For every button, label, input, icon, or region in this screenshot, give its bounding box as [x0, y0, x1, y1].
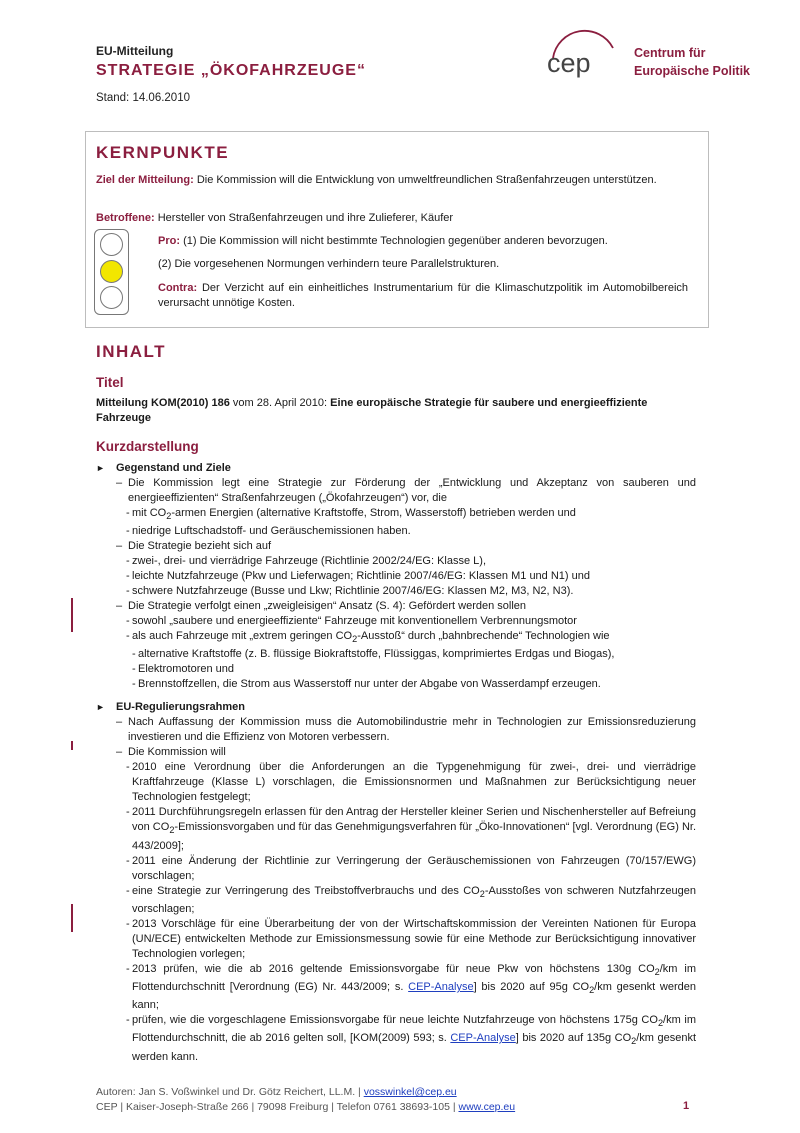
- goal-label: Ziel der Mitteilung:: [96, 174, 194, 186]
- list-item: - sowohl „saubere und energieeffiziente“ Fahrzeuge mit konventionellem Verbrennungsmotor: [126, 615, 577, 628]
- title-text: [96, 396, 696, 426]
- content-heading: INHALT: [96, 342, 167, 361]
- contra-label: Contra:: [158, 282, 198, 294]
- list-item: - 2013 prüfen, wie die ab 2016 geltende Emissionsvorgabe für neue Pkw von höchstens 130g $CO_2/km$ im Flottendurchschnitt [Verordnung (EG) Nr. 443/2009; s. CEP-Analyse] bis 2020 auf 95g $CO_2/km$ gesenkt werden kann;: [126, 962, 696, 1012]
- website-link[interactable]: www.cep.eu: [458, 1101, 516, 1113]
- triangle-bullet-icon: ►: [96, 702, 105, 713]
- cep-analysis-link[interactable]: CEP-Analyse: [408, 980, 474, 993]
- list-item: - mit $CO_2$-armen Energien (alternative Kraftstoffe, Strom, Wasserstoff) betrieben werden und: [126, 507, 576, 522]
- key-points-affected: [96, 211, 696, 226]
- pro-item-2: (2) Die vorgesehenen Normungen verhindern teure Parallelstrukturen.: [158, 258, 500, 270]
- list-item: - prüfen, wie die vorgeschlagene Emissionsvorgabe für neue leichte Nutzfahrzeuge von höchstens 175g $CO_2/km$ im Flottendurchschnitt, die ab 2016 gelten soll, [KOM(2009) 593; s. CEP-Analyse] bis 2020 auf 135g $CO_2/km$ gesenkt werden kann.: [126, 1014, 697, 1063]
- pro-label: Pro:: [158, 235, 180, 247]
- document-title: STRATEGIE „ÖKOFAHRZEUGE“: [96, 62, 366, 79]
- goal-text: Die Kommission will die Entwicklung von umweltfreundlichen Straßenfahrzeugen unterstützen.: [196, 174, 657, 186]
- footer-authors: Autoren: Jan S. Voßwinkel und Dr. Götz Reichert, LL.M. | vosswinkel@cep.eu: [96, 1086, 457, 1098]
- bullet-heading-text: EU-Regulierungsrahmen: [116, 701, 245, 714]
- author-email-link[interactable]: vosswinkel@cep.eu: [363, 1086, 457, 1098]
- list-item: – Die Kommission will: [116, 746, 226, 759]
- list-item: - Elektromotoren und: [132, 663, 234, 676]
- pro-item-1: [158, 234, 698, 249]
- list-item: - eine Strategie zur Verringerung des Treibstoffverbrauchs und des $CO_2$-Ausstoßes von schweren Nutzfahrzeugen vorschlagen;: [126, 884, 696, 915]
- contra-text: Der Verzicht auf ein einheitliches Instrumentarium für die Klimaschutzpolitik im Automobilbereich verursacht unnötige Kosten.: [158, 282, 689, 309]
- title-bold-ref: Mitteilung KOM(2010) 186: [96, 397, 230, 409]
- cep-logo: [543, 28, 621, 88]
- affected-text: Hersteller von Straßenfahrzeugen und ihre Zulieferer, Käufer: [157, 212, 454, 224]
- list-item: – Nach Auffassung der Kommission muss die Automobilindustrie mehr in Technologien zur Emissionsreduzierung investieren und die Effizienz von Motoren verbessern.: [116, 716, 696, 744]
- list-item: - niedrige Luftschadstoff- und Geräuschemissionen haben.: [126, 525, 411, 538]
- margin-marker: [71, 904, 73, 932]
- list-item: - 2011 eine Änderung der Richtlinie zur Verringerung der Geräuschemissionen von Fahrzeugen (70/157/EWG) vorschlagen;: [126, 854, 696, 882]
- list-item: - schwere Nutzfahrzeuge (Busse und Lkw; Richtlinie 2007/46/EG: Klassen M2, M3, N2, N3).: [126, 585, 574, 598]
- triangle-bullet-icon: ►: [96, 463, 105, 473]
- cep-analysis-link[interactable]: CEP-Analyse: [450, 1032, 516, 1045]
- document-date: Stand: 14.06.2010: [96, 92, 190, 104]
- traffic-light-red: [100, 233, 123, 256]
- list-item: - Brennstoffzellen, die Strom aus Wasserstoff nur unter der Abgabe von Wasserdampf erzeugen.: [132, 678, 601, 691]
- affected-label: Betroffene:: [96, 212, 155, 224]
- traffic-light-yellow: [100, 260, 123, 283]
- footer-address: CEP | Kaiser-Joseph-Straße 266 | 79098 Freiburg | Telefon 0761 38693-105 | www.cep.eu: [96, 1101, 516, 1113]
- pro-text-1: (1) Die Kommission will nicht bestimmte Technologien gegenüber anderen bevorzugen.: [183, 235, 608, 247]
- margin-marker: [71, 598, 73, 632]
- bullet-heading: [96, 700, 696, 715]
- traffic-light-icon: [94, 229, 129, 315]
- margin-marker: [71, 741, 73, 750]
- list-item: – Die Strategie verfolgt einen „zweigleisigen“ Ansatz (S. 4): Gefördert werden sollen: [116, 600, 527, 613]
- list-item: - zwei-, drei- und vierrädrige Fahrzeuge (Richtlinie 2002/24/EG: Klasse L),: [126, 555, 486, 568]
- key-points-heading: KERNPUNKTE: [96, 143, 230, 162]
- title-date: vom 28. April 2010:: [229, 397, 331, 409]
- list-item: - alternative Kraftstoffe (z. B. flüssige Biokraftstoffe, Flüssiggas, komprimiertes Erdgas und Biogas),: [132, 648, 615, 661]
- org-name-line1: Centrum für: [634, 46, 706, 60]
- cep-logo-text: cep: [547, 48, 591, 78]
- contra-item: [158, 281, 688, 311]
- list-item: - 2013 Vorschläge für eine Überarbeitung der von der Wirtschaftskommission der Vereinten Nationen für Europa (UN/ECE) entwickelten Methode zur Emissionsmessung sowie für eine Methode zur Berücksichtigung innovativer Technologien vorlegen;: [126, 917, 696, 960]
- page-number: 1: [683, 1100, 690, 1112]
- title-bold-name: Eine europäische Strategie für saubere und energieeffiziente Fahrzeuge: [96, 397, 648, 424]
- bullet-heading-text: Gegenstand und Ziele: [116, 462, 231, 474]
- bullet-heading: [96, 461, 696, 476]
- title-subheading: Titel: [96, 375, 124, 390]
- org-name-line2: Europäische Politik: [634, 64, 751, 78]
- summary-body: [96, 459, 696, 1065]
- org-name: [634, 44, 750, 80]
- traffic-light-green: [100, 286, 123, 309]
- list-item: – Die Strategie bezieht sich auf: [116, 540, 272, 553]
- document-type-label: EU-Mitteilung: [96, 44, 174, 58]
- list-item: - 2011 Durchführungsregeln erlassen für den Antrag der Hersteller kleiner Serien und Nischenhersteller auf Befreiung von $CO_2$-Emissionsvorgaben und für das Genehmigungsverfahren für „Öko-Innovationen“ [vgl. Verordnung (EG) Nr. 443/2009];: [126, 806, 697, 852]
- key-points-goal: [96, 173, 696, 188]
- list-item: - leichte Nutzfahrzeuge (Pkw und Lieferwagen; Richtlinie 2007/46/EG: Klassen M1 und N1) und: [126, 570, 590, 583]
- list-item: – Die Kommission legt eine Strategie zur Förderung der „Entwicklung und Akzeptanz von sauberen und energieeffizienten“ Straßenfahrzeugen („Ökofahrzeugen“) vor, die: [116, 477, 696, 504]
- list-item: - als auch Fahrzeuge mit „extrem geringen $CO_2-Ausstoß“$ durch „bahnbrechende“ Technologien wie: [126, 630, 610, 645]
- list-item: - 2010 eine Verordnung über die Anforderungen an die Typgenehmigung für zwei-, drei- und vierrädrige Kraftfahrzeuge (Klasse L) vorschlagen, die Emissionsnormen und Maßnahmen zur Berücksichtigung neuer Technologien festgelegt;: [126, 761, 696, 804]
- summary-subheading: Kurzdarstellung: [96, 439, 199, 454]
